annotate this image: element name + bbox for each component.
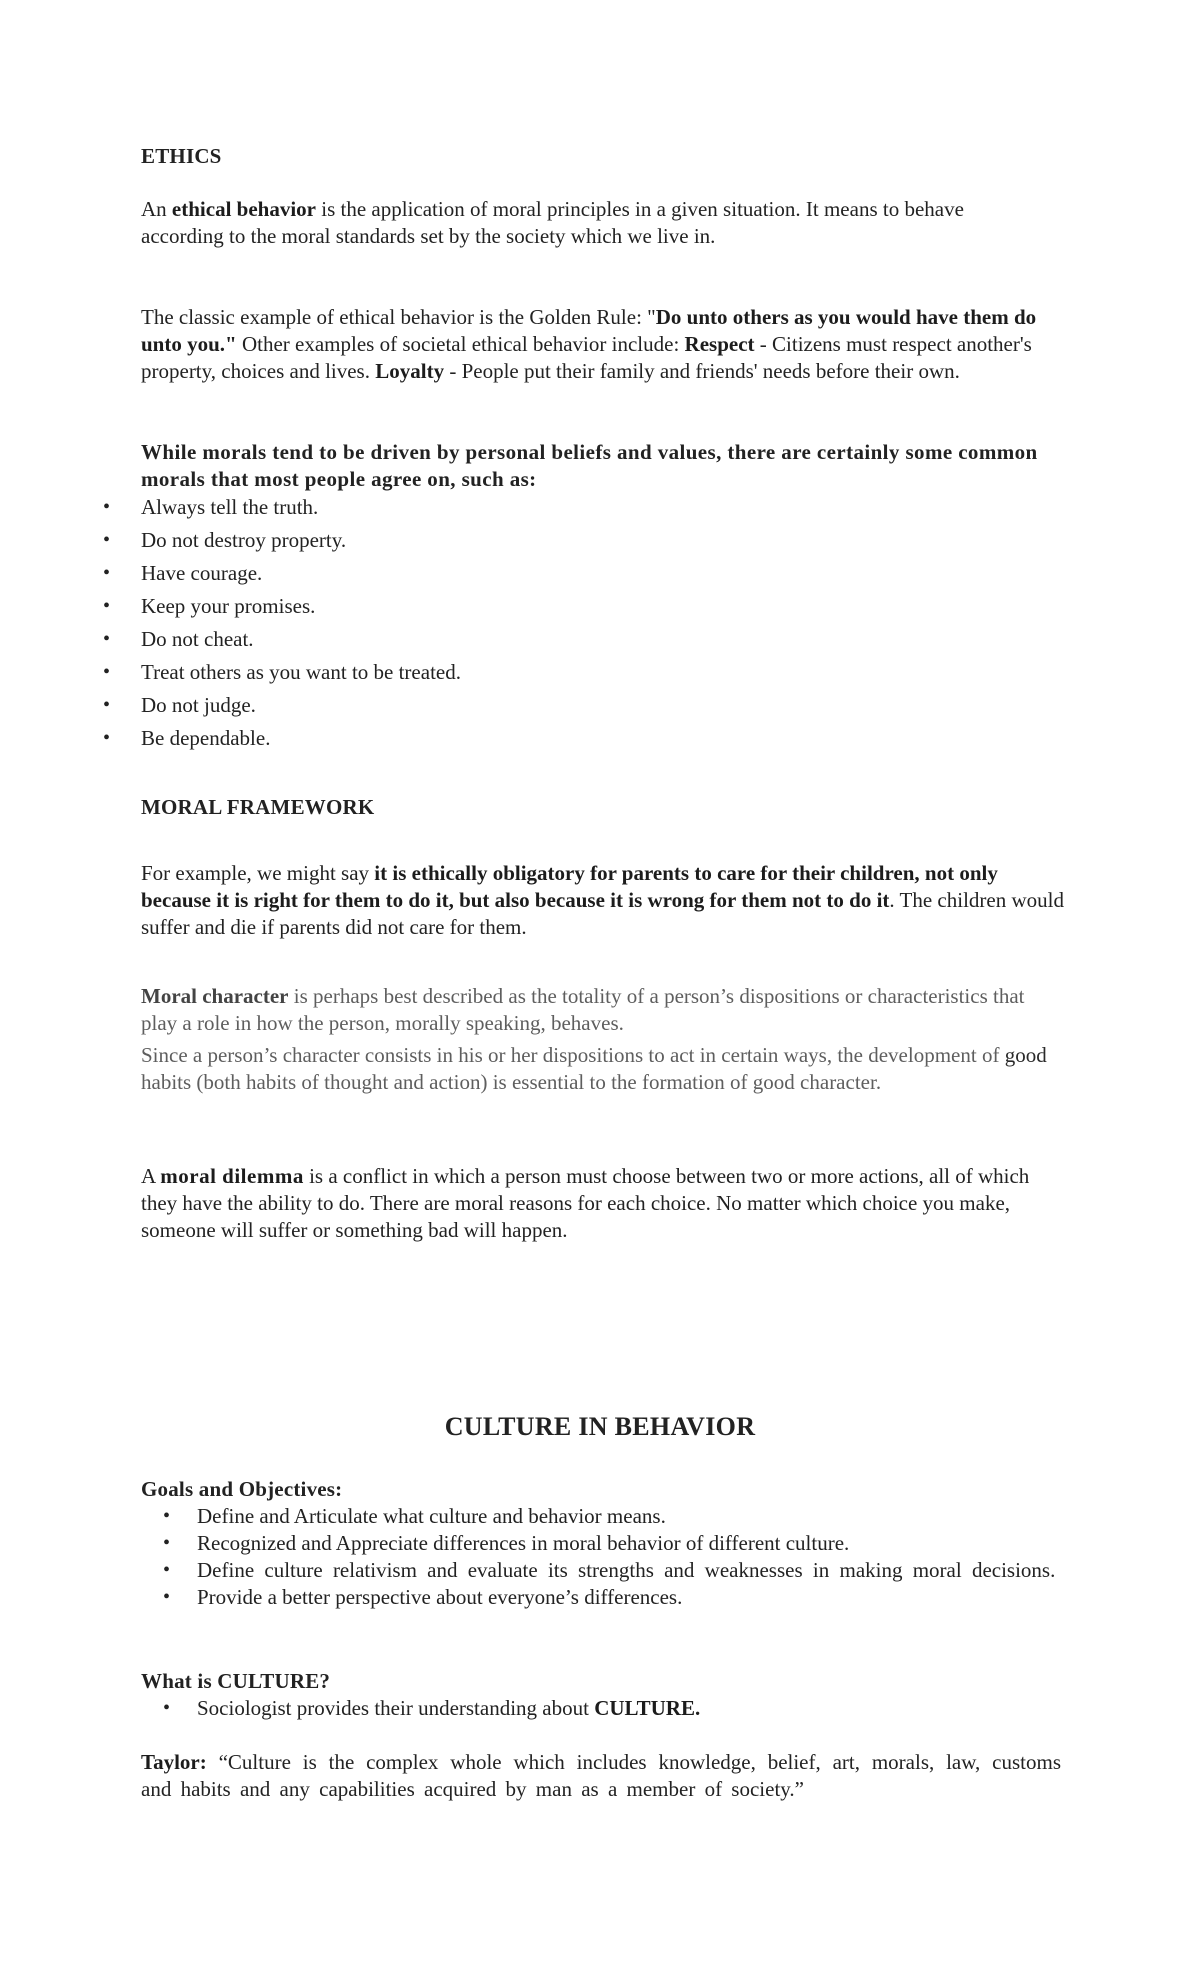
list-item-text: Do not destroy property. xyxy=(141,528,347,552)
list-item xyxy=(103,692,1061,725)
list-item-text: Keep your promises. xyxy=(141,594,316,618)
bullet-icon: • xyxy=(103,694,111,716)
bold-term: Taylor: xyxy=(141,1750,207,1774)
list-item-text: Recognized and Appreciate differences in moral behavior of different culture. xyxy=(197,1531,850,1555)
list-item-text: Sociologist provides their understanding about xyxy=(197,1696,595,1720)
list-item-text: Provide a better perspective about everyone’s differences. xyxy=(197,1585,683,1609)
text-run: - Citizens must respect another's property, choices and lives. xyxy=(141,332,1032,383)
bullet-icon: • xyxy=(103,661,111,683)
moral-dilemma-paragraph xyxy=(141,1163,1066,1244)
goals-heading: Goals and Objectives: xyxy=(141,1477,343,1501)
bullet-icon: • xyxy=(103,496,111,518)
bullet-icon: • xyxy=(163,1586,171,1608)
text-run: is a conflict in which a person must choose between two or more actions, all of which they have the ability to do. There are moral reasons for each choice. No matter which choice you make, someone will suffer or something bad will happen. xyxy=(141,1164,1030,1242)
text-run: is the application of moral principles in a given situation. It means to behave according to the moral standards set by the society which we live in. xyxy=(141,197,964,248)
list-item xyxy=(103,527,1061,560)
culture-title: CULTURE IN BEHAVIOR xyxy=(444,1412,756,1441)
text-run: - People put their family and friends' needs before their own. xyxy=(444,359,960,383)
common-morals-list xyxy=(103,494,1061,758)
bullet-icon: • xyxy=(163,1505,171,1527)
bullet-icon: • xyxy=(163,1697,171,1719)
text-run: Other examples of societal ethical behavior include: xyxy=(236,332,685,356)
bold-statement: it is ethically obligatory for parents to care for their children, not only because it is right for them to do it, but also because it is wrong for them not to do it xyxy=(141,861,998,912)
list-item-text: Have courage. xyxy=(141,561,263,585)
list-item-text: Do not cheat. xyxy=(141,627,254,651)
list-item-text: Define culture relativism and evaluate its strengths and weaknesses in making moral decisions. xyxy=(197,1558,1056,1582)
list-item xyxy=(103,560,1061,593)
text-run: An xyxy=(141,197,172,221)
list-item-text: Treat others as you want to be treated. xyxy=(141,660,461,684)
common-morals-intro: While morals tend to be driven by personal beliefs and values, there are certainly some common morals that most people agree on, such as: xyxy=(141,440,1038,491)
text-run: For example, we might say xyxy=(141,861,375,885)
highlighted-word: good xyxy=(1004,1043,1047,1067)
goals-list xyxy=(141,1503,1061,1611)
bullet-icon: • xyxy=(103,595,111,617)
text-run: is perhaps best described as the totality of a person’s dispositions or characteristics that play a role in how the person, morally speaking, behaves. xyxy=(141,984,1025,1035)
text-run: “Culture is the complex whole which includes knowledge, belief, art, morals, law, customs and habits and any capabilities acquired by man as a member of society.” xyxy=(141,1750,1061,1801)
list-item-text: Do not judge. xyxy=(141,693,256,717)
list-item xyxy=(141,1503,1061,1530)
list-item xyxy=(103,725,1061,758)
list-item-text: Always tell the truth. xyxy=(141,495,319,519)
list-item xyxy=(141,1530,1061,1557)
moral-character-paragraph xyxy=(141,983,1041,1037)
list-item xyxy=(141,1695,1061,1722)
bold-term: Loyalty xyxy=(375,359,445,383)
what-is-culture-heading: What is CULTURE? xyxy=(141,1669,331,1693)
text-run: Since a person’s character consists in his or her dispositions to act in certain ways, the development of xyxy=(141,1043,1005,1067)
bold-term: Moral character xyxy=(141,984,289,1008)
ethical-behavior-paragraph xyxy=(141,196,1021,250)
text-run: . The children would suffer and die if parents did not care for them. xyxy=(141,888,1064,939)
ethics-heading: ETHICS xyxy=(141,144,222,168)
bold-term: Respect xyxy=(684,332,755,356)
bullet-icon: • xyxy=(163,1532,171,1554)
golden-rule-paragraph xyxy=(141,304,1071,385)
what-is-culture-list xyxy=(141,1695,1061,1722)
golden-rule-quote: Do unto others as you would have them do unto you." xyxy=(141,305,1037,356)
bullet-icon: • xyxy=(103,628,111,650)
list-item-text: Be dependable. xyxy=(141,726,271,750)
list-item xyxy=(141,1557,1061,1584)
obligation-paragraph xyxy=(141,860,1066,941)
list-item xyxy=(103,494,1061,527)
taylor-definition-paragraph xyxy=(141,1749,1061,1803)
character-development-paragraph xyxy=(141,1042,1066,1096)
bold-term: moral dilemma xyxy=(160,1164,304,1188)
bullet-icon: • xyxy=(103,562,111,584)
bold-term: ethical behavior xyxy=(171,197,316,221)
list-item xyxy=(141,1584,1061,1611)
text-run: habits (both habits of thought and action) is essential to the formation of good character. xyxy=(141,1070,882,1094)
bullet-icon: • xyxy=(103,727,111,749)
list-item xyxy=(103,659,1061,692)
text-run: The classic example of ethical behavior is the Golden Rule: " xyxy=(141,305,656,329)
bold-term: CULTURE. xyxy=(594,1696,701,1720)
list-item xyxy=(103,626,1061,659)
bullet-icon: • xyxy=(163,1559,171,1581)
bullet-icon: • xyxy=(103,529,111,551)
list-item-text: Define and Articulate what culture and behavior means. xyxy=(197,1504,666,1528)
moral-framework-heading: MORAL FRAMEWORK xyxy=(141,795,375,819)
text-run: A xyxy=(141,1164,161,1188)
list-item xyxy=(103,593,1061,626)
